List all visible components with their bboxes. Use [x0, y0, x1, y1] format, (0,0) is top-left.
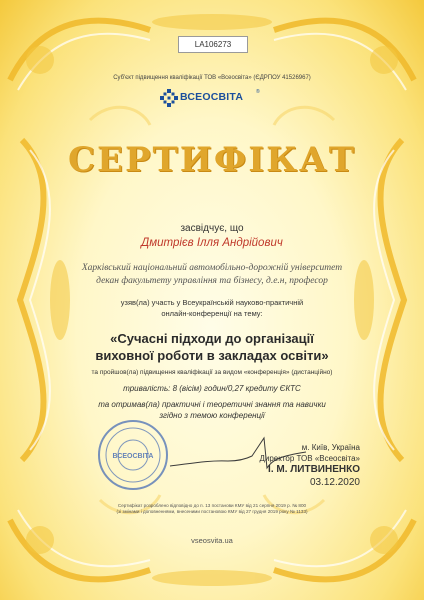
- subject-line: Суб'єкт підвищення кваліфікації ТОВ «Всеосвіта» (ЄДРПОУ 41526967): [113, 75, 311, 81]
- received-line-1: та отримав(ла) практичні і теоретичні знання та навички: [98, 400, 326, 409]
- stamp-text: ВСЕОСВІТА: [112, 453, 154, 460]
- logo-registered-mark: ®: [256, 89, 260, 95]
- duration-line: тривалість: 8 (вісім) годин/0,27 кредиту ЄКТС: [123, 384, 301, 393]
- website-link[interactable]: vseosvita.ua: [191, 536, 233, 545]
- participation-line-2: онлайн-конференції на тему:: [161, 309, 263, 318]
- certificate-title: СЕРТИФІКАТ: [67, 140, 357, 180]
- logo-text: ВСЕОСВІТА: [180, 91, 244, 103]
- conference-topic-line-2: виховної роботи в закладах освіти»: [95, 348, 329, 363]
- certifies-text: засвідчує, що: [180, 223, 244, 234]
- recipient-name: Дмитрієв Ілля Андрійович: [141, 237, 283, 249]
- certificate-code: LA106273: [178, 36, 248, 53]
- vseosvita-logo: [158, 88, 268, 108]
- recipient-position: декан факультету управління та бізнесу, д.е.н, професор: [96, 276, 328, 286]
- received-line-2: згідно з темою конференції: [159, 411, 265, 420]
- conference-topic-line-1: «Сучасні підходи до організації: [110, 331, 314, 346]
- city-text: м. Київ, Україна: [301, 443, 360, 452]
- footnote-line-1: Сертифікат розроблено відповідно до п. 13 постанови КМУ від 21 серпня 2019 р. № 800: [117, 503, 307, 508]
- qualification-line: та пройшов(ла) підвищення кваліфікації за видом «конференція» (дистанційно): [91, 369, 333, 376]
- recipient-organization: Харківський національний автомобільно-дорожній університет: [81, 263, 343, 273]
- director-title: Директор ТОВ «Всеосвіта»: [259, 454, 360, 463]
- director-name: І. М. ЛИТВИНЕНКО: [268, 464, 360, 475]
- participation-line-1: узяв(ла) участь у Всеукраїнській науково-практичній: [120, 298, 304, 307]
- official-stamp: [96, 418, 170, 492]
- issue-date: 03.12.2020: [309, 477, 360, 488]
- logo-icon: [160, 89, 178, 107]
- footnote-line-2: (зі змінами і доповненнями, внесеними постановою КМУ від 27 грудня 2019 року № 1133): [116, 509, 308, 514]
